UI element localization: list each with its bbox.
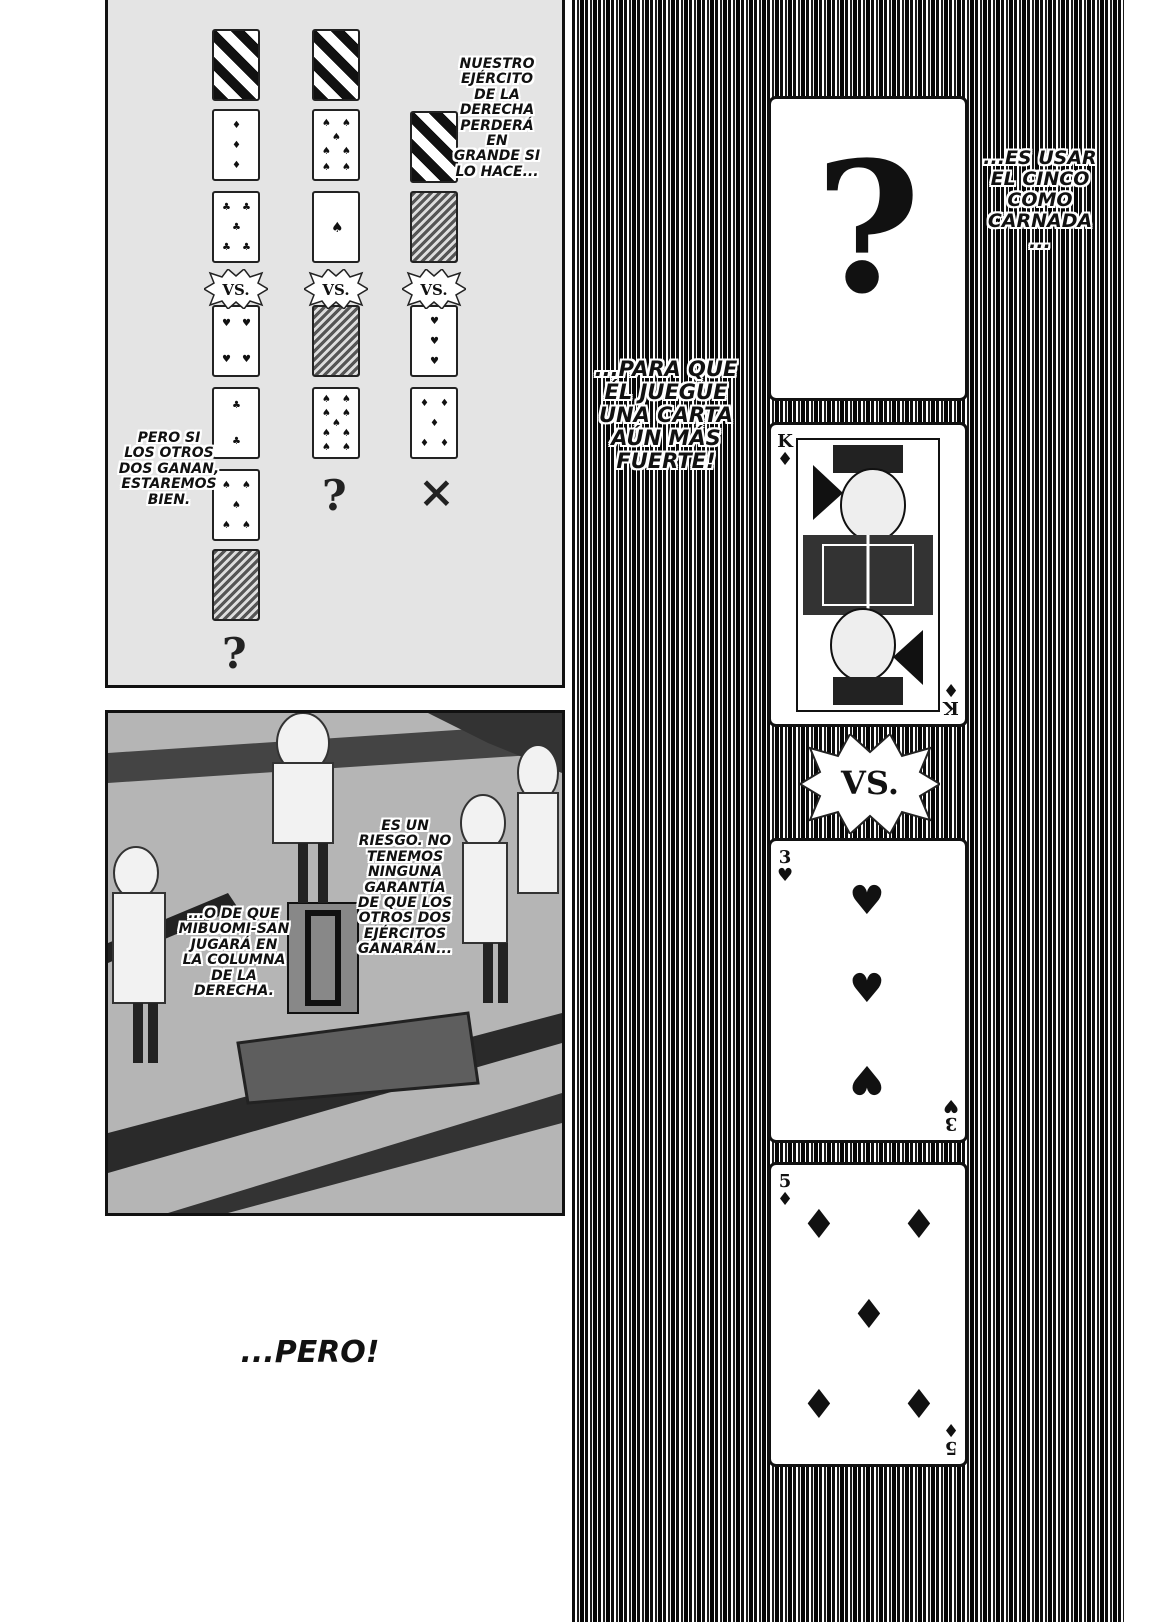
card-heart-3: ♥ ♥ ♥ xyxy=(410,305,458,377)
vs-label: VS. xyxy=(222,281,250,299)
vs-label: VS. xyxy=(322,281,350,299)
card-corner: 5 ♦ xyxy=(942,1419,959,1458)
diamond-pip: ♦ xyxy=(851,1292,887,1338)
vs-label: VS. xyxy=(841,764,899,802)
speech-text: ...PARA QUE ÉL JUEGUE UNA CARTA AÚN MÁS FUERTE! xyxy=(594,357,738,474)
card-heart-4: ♥ ♥ ♥ ♥ xyxy=(212,305,260,377)
king-portrait xyxy=(793,435,943,715)
card-king-diamonds xyxy=(768,422,968,727)
card-corner: 3 ♥ xyxy=(942,1095,959,1134)
speech-text: NUESTRO EJÉRCITO DE LA DERECHA PERDERÁ EN GRANDE SI LO HACE... xyxy=(453,56,541,180)
vs-burst xyxy=(402,269,466,309)
vs-burst xyxy=(800,734,940,834)
panel-card-diagram xyxy=(105,0,565,688)
card-spade-5: ♠ ♠ ♠ ♠ ♠ xyxy=(212,469,260,541)
card-three-hearts xyxy=(768,838,968,1143)
diamond-pip: ♦ xyxy=(901,1382,937,1428)
card-five-diamonds xyxy=(768,1162,968,1467)
cross-mark: × xyxy=(418,467,455,518)
card-club-2: ♣ ♣ xyxy=(212,387,260,459)
vs-label: VS. xyxy=(420,281,448,299)
card-corner: 5 ♦ xyxy=(777,1171,794,1210)
card-corner: K ♦ xyxy=(942,679,959,718)
question-mark: ? xyxy=(322,471,347,520)
vs-burst xyxy=(304,269,368,309)
vs-burst xyxy=(204,269,268,309)
narration-text: ...PERO! xyxy=(240,1335,380,1370)
card-spade-3: ♦ ♦ ♦ xyxy=(212,109,260,181)
speech-text: PERO SI LOS OTROS DOS GANAN, ESTAREMOS BIEN. xyxy=(118,430,220,508)
card-corner: 3 ♥ xyxy=(777,847,794,886)
question-mark: ? xyxy=(222,629,247,678)
card-spade-9: ♠ ♠ ♠ ♠ ♠ ♠ ♠ ♠ ♠ xyxy=(312,387,360,459)
diamond-pip: ♦ xyxy=(901,1202,937,1248)
card-back xyxy=(312,29,360,101)
card-face-king xyxy=(212,549,260,621)
card-back xyxy=(212,29,260,101)
card-face-jack xyxy=(312,305,360,377)
heart-pip: ♥ xyxy=(849,966,885,1012)
card-club-5: ♣ ♣ ♣ ♣ ♣ xyxy=(212,191,260,263)
card-mystery xyxy=(768,96,968,401)
heart-pip: ♥ xyxy=(849,878,885,924)
card-spade-ace: ♠ xyxy=(312,191,360,263)
speech-text: ES UN RIESGO. NO TENEMOS NINGUNA GARANTÍA DE QUE LOS OTROS DOS EJÉRCITOS GANARÁN... xyxy=(357,818,453,958)
panel-scene xyxy=(105,710,565,1216)
heart-pip: ♥ xyxy=(849,1056,885,1102)
card-diamond-5: ♦ ♦ ♦ ♦ ♦ xyxy=(410,387,458,459)
card-corner: K ♦ xyxy=(777,431,794,470)
card-face-king xyxy=(410,191,458,263)
panel-big-cards xyxy=(572,0,1124,1622)
speech-text: ...ES USAR EL CINCO COMO CARNADA ... xyxy=(983,147,1097,253)
diamond-pip: ♦ xyxy=(801,1382,837,1428)
question-mark: ? xyxy=(815,123,921,334)
speech-text: ...O DE QUE MIBUOMI-SAN JUGARÁ EN LA COLUMNA DE LA DERECHA. xyxy=(178,906,290,999)
diamond-pip: ♦ xyxy=(801,1202,837,1248)
card-spade-7: ♠ ♠ ♠ ♠ ♠ ♠ ♠ xyxy=(312,109,360,181)
